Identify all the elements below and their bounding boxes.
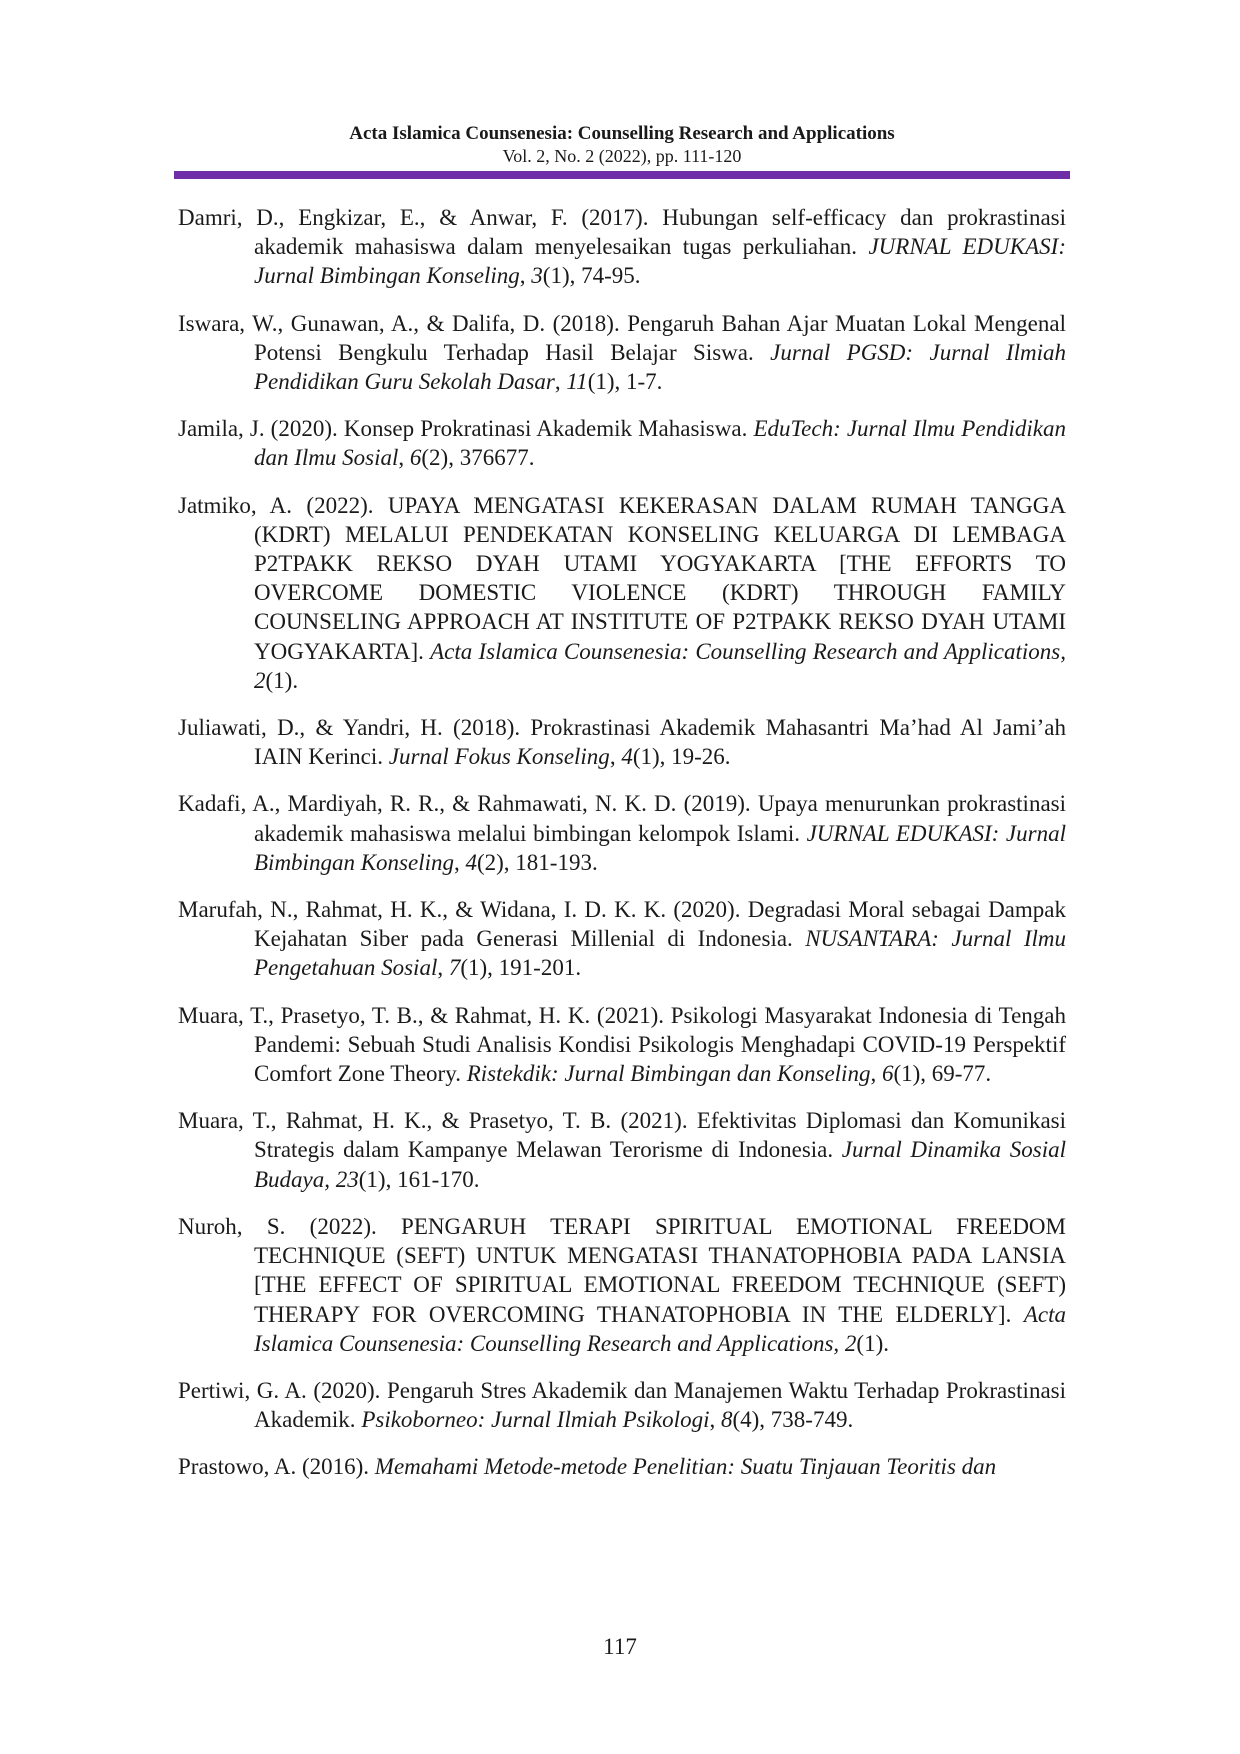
reference-separator: , — [453, 849, 466, 875]
reference-volume: 4 — [621, 744, 633, 770]
reference-entry — [178, 491, 1066, 695]
reference-volume: 2 — [254, 667, 266, 693]
reference-text: Kadafi, A., Mardiyah, R. R., & Rahmawati, N. K. D. (2019). Upaya menurunkan prokrastinasi akademik mahasiswa melalui bimbingan kelompok Islami. — [178, 791, 1066, 846]
reference-issue-pages: (4), 738-749. — [732, 1407, 854, 1433]
reference-journal: Jurnal Dinamika Sosial Budaya, — [254, 1137, 1066, 1192]
reference-volume: 7 — [448, 955, 461, 981]
reference-volume: 8 — [720, 1407, 733, 1433]
reference-volume: 23 — [335, 1166, 359, 1192]
reference-journal: Psikoborneo: Jurnal Ilmiah Psikologi — [361, 1407, 710, 1433]
page-header — [174, 122, 1070, 167]
reference-issue-pages: (2), 376677. — [421, 445, 535, 471]
reference-issue-pages: (1), 191-201. — [460, 955, 582, 981]
reference-issue-pages: (1). — [265, 667, 299, 693]
reference-entry — [178, 1376, 1066, 1434]
reference-journal: EduTech: Jurnal Ilmu Pendidikan dan Ilmu Sosial — [254, 416, 1066, 471]
reference-entry — [178, 414, 1066, 472]
reference-separator: , — [398, 445, 410, 471]
reference-text: Jamila, J. (2020). Konsep Prokratinasi Akademik Mahasiswa. — [178, 416, 754, 442]
reference-entry — [178, 203, 1066, 291]
reference-journal: Memahami Metode-metode Penelitian: Suatu Tinjauan Teoritis dan — [374, 1454, 997, 1480]
reference-text: Muara, T., Prasetyo, T. B., & Rahmat, H. K. (2021). Psikologi Masyarakat Indonesia di Tengah Pandemi: Sebuah Studi Analisis Kondisi Psikologis Menghadapi COVID-19 Perspektif Comfort Zone Theory. — [178, 1002, 1066, 1087]
reference-text: Marufah, N., Rahmat, H. K., & Widana, I. D. K. K. (2020). Degradasi Moral sebagai Dampak Kejahatan Siber pada Generasi Millenial di Indonesia. — [178, 897, 1066, 952]
reference-issue-pages: (1). — [856, 1330, 889, 1356]
reference-journal: Jurnal Fokus Konseling — [388, 744, 610, 770]
reference-list — [178, 203, 1066, 1500]
reference-volume: 6 — [881, 1061, 894, 1087]
reference-text: Juliawati, D., & Yandri, H. (2018). Prokrastinasi Akademik Mahasantri Ma’had Al Jami’ah IAIN Kerinci. — [178, 715, 1066, 770]
journal-issue: Vol. 2, No. 2 (2022), pp. 111-120 — [502, 146, 742, 166]
reference-volume: 3 — [531, 263, 543, 289]
reference-separator: , — [870, 1061, 882, 1087]
header-divider — [174, 171, 1070, 179]
reference-issue-pages: (1), 69-77. — [893, 1061, 992, 1087]
reference-issue-pages: (1), 19-26. — [632, 744, 731, 770]
page-number: 117 — [603, 1634, 637, 1659]
reference-journal: JURNAL EDUKASI: Jurnal Bimbingan Konseling — [254, 820, 1066, 875]
reference-text: Damri, D., Engkizar, E., & Anwar, F. (2017). Hubungan self-efficacy dan prokrastinasi akademik mahasiswa dalam menyelesaikan tugas perkuliahan. — [178, 205, 1066, 260]
reference-journal: Ristekdik: Jurnal Bimbingan dan Konseling — [466, 1061, 871, 1087]
reference-separator: , — [437, 955, 449, 981]
reference-entry — [178, 713, 1066, 771]
reference-journal: Acta Islamica Counsenesia: Counselling Research and Applications, — [430, 638, 1066, 664]
reference-issue-pages: (1), 161-170. — [358, 1166, 480, 1192]
reference-text: Prastowo, A. (2016). — [178, 1454, 375, 1480]
reference-issue-pages: (2), 181-193. — [476, 849, 598, 875]
reference-text: Iswara, W., Gunawan, A., & Dalifa, D. (2018). Pengaruh Bahan Ajar Muatan Lokal Mengenal Potensi Bengkulu Terhadap Hasil Belajar Siswa. — [178, 310, 1066, 365]
reference-entry — [178, 309, 1066, 397]
reference-issue-pages: (1), 1-7. — [587, 369, 663, 395]
reference-journal: NUSANTARA: Jurnal Ilmu Pengetahuan Sosial — [254, 926, 1066, 981]
reference-entry — [178, 789, 1066, 877]
reference-entry — [178, 895, 1066, 983]
reference-volume: 4 — [465, 849, 477, 875]
reference-separator: , — [519, 263, 532, 289]
reference-separator: , — [554, 369, 567, 395]
reference-entry — [178, 1212, 1066, 1358]
reference-volume: 2 — [844, 1330, 857, 1356]
reference-entry — [178, 1452, 1066, 1481]
reference-journal: Acta Islamica Counsenesia: Counselling Research and Applications, — [254, 1301, 1066, 1356]
reference-separator: , — [709, 1407, 721, 1433]
reference-text: Pertiwi, G. A. (2020). Pengaruh Stres Akademik dan Manajemen Waktu Terhadap Prokrastinasi Akademik. — [178, 1377, 1066, 1433]
reference-text: Muara, T., Rahmat, H. K., & Prasetyo, T. B. (2021). Efektivitas Diplomasi dan Komunikasi Strategis dalam Kampanye Melawan Terorisme di Indonesia. — [178, 1108, 1066, 1163]
reference-journal: Jurnal PGSD: Jurnal Ilmiah Pendidikan Guru Sekolah Dasar — [254, 339, 1067, 395]
reference-volume: 6 — [409, 445, 422, 471]
reference-entry — [178, 1106, 1066, 1194]
reference-text: Jatmiko, A. (2022). UPAYA MENGATASI KEKERASAN DALAM RUMAH TANGGA (KDRT) MELALUI PENDEKATAN KONSELING KELUARGA DI LEMBAGA P2TPAKK REKSO DYAH UTAMI YOGYAKARTA [THE EFFORTS TO OVERCOME DOMESTIC VIOLENCE (KDRT) THROUGH FAMILY COUNSELING APPROACH AT INSTITUTE OF P2TPAKK REKSO DYAH UTAMI YOGYAKARTA]. — [178, 492, 1066, 664]
reference-text: Nuroh, S. (2022). PENGARUH TERAPI SPIRITUAL EMOTIONAL FREEDOM TECHNIQUE (SEFT) UNTUK MENGATASI THANATOPHOBIA PADA LANSIA [THE EFFECT OF SPIRITUAL EMOTIONAL FREEDOM TECHNIQUE (SEFT) THERAPY FOR OVERCOMING THANATOPHOBIA IN THE ELDERLY]. — [178, 1213, 1066, 1327]
reference-journal: JURNAL EDUKASI: Jurnal Bimbingan Konseling — [254, 234, 1066, 289]
reference-volume: 11 — [566, 369, 588, 395]
reference-separator: , — [609, 744, 622, 770]
journal-title: Acta Islamica Counsenesia: Counselling Research and Applications — [349, 123, 895, 144]
reference-issue-pages: (1), 74-95. — [542, 263, 641, 289]
reference-entry — [178, 1001, 1066, 1089]
